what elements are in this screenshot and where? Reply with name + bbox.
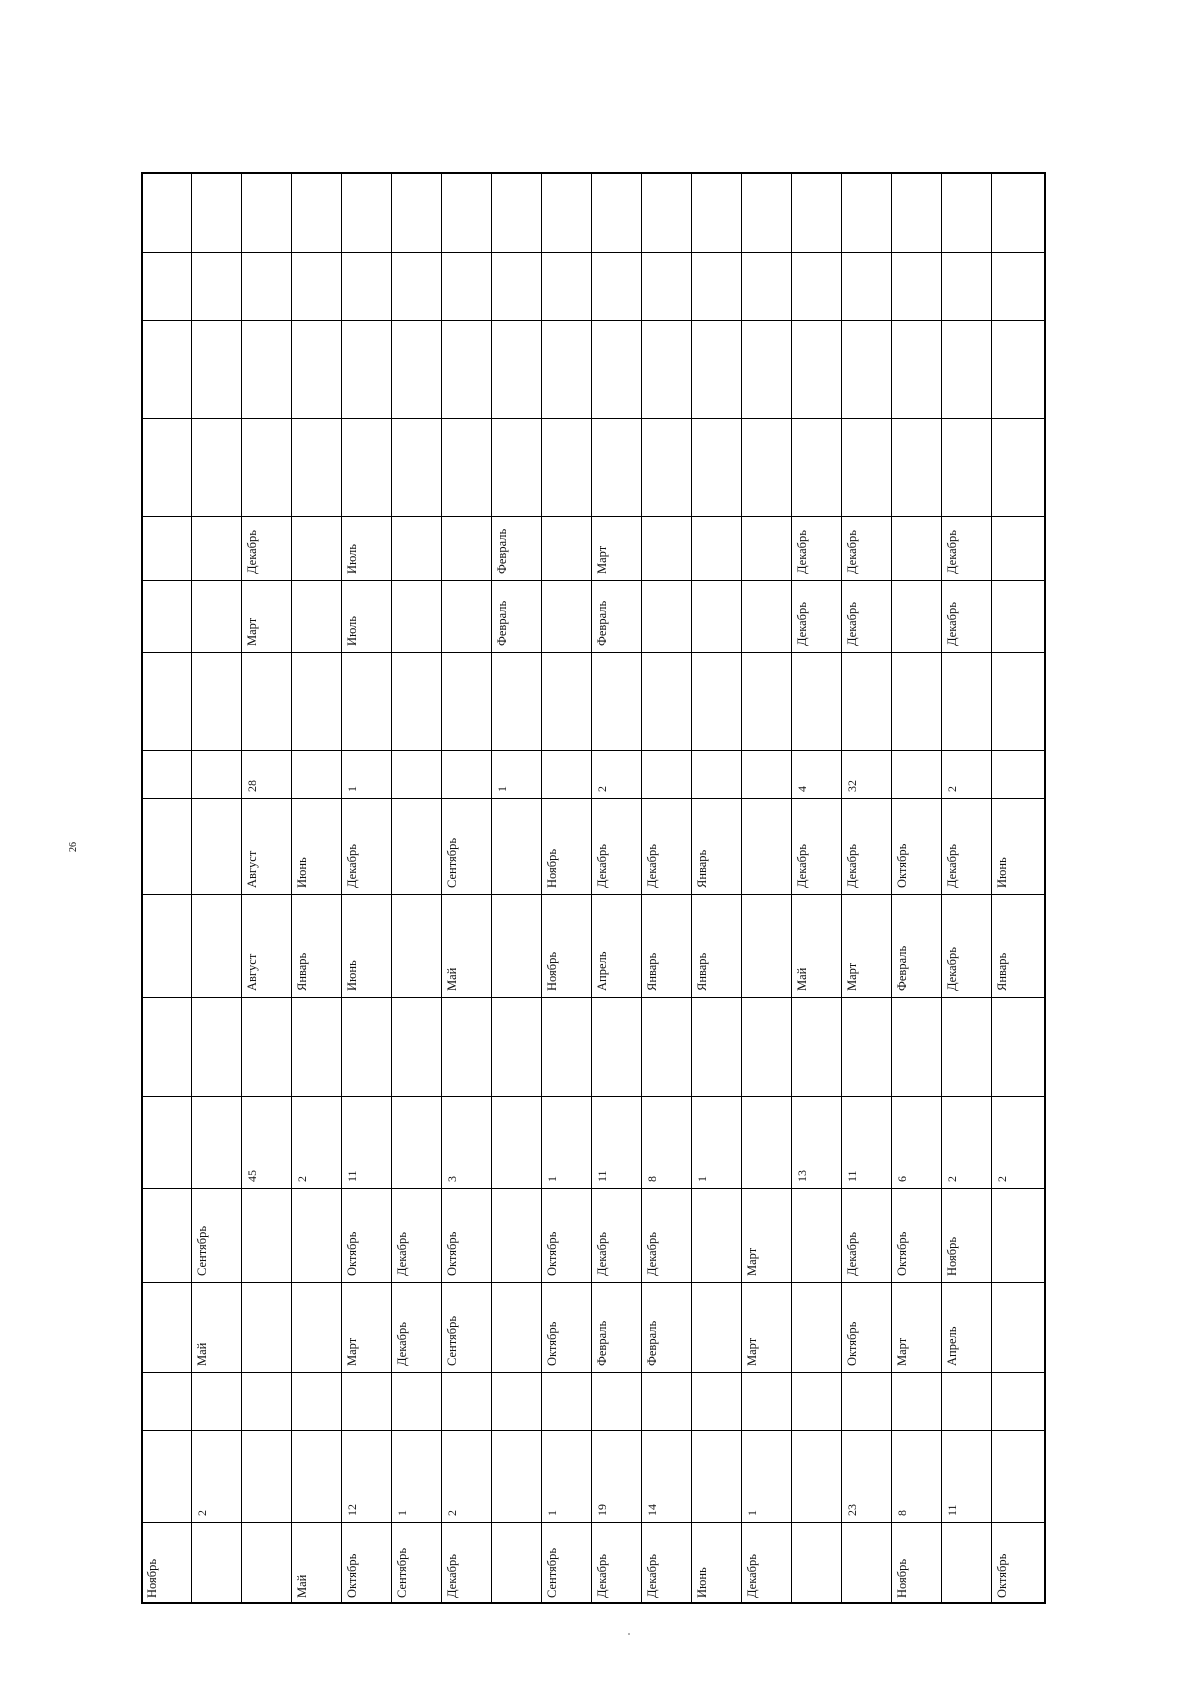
table-cell: 1 bbox=[495, 786, 509, 792]
table-cell: Ноябрь bbox=[545, 951, 559, 991]
row-divider bbox=[491, 172, 492, 1604]
column-divider bbox=[141, 894, 1046, 895]
table-cell: Февраль bbox=[595, 1320, 609, 1366]
table-cell: 8 bbox=[895, 1510, 909, 1516]
table-cell: Январь bbox=[995, 952, 1009, 991]
table-cell: Октябрь bbox=[895, 1231, 909, 1276]
table-cell: Декабрь bbox=[795, 530, 809, 574]
table-cell: 28 bbox=[245, 780, 259, 792]
table-cell: Декабрь bbox=[945, 530, 959, 574]
table-cell: Февраль bbox=[895, 945, 909, 991]
table-cell: Декабрь bbox=[945, 844, 959, 888]
table-cell: 3 bbox=[445, 1176, 459, 1182]
row-divider bbox=[441, 172, 442, 1604]
table-cell: 1 bbox=[545, 1176, 559, 1182]
table-cell: Декабрь bbox=[645, 1232, 659, 1276]
table-cell: Февраль bbox=[645, 1320, 659, 1366]
column-divider bbox=[141, 1522, 1046, 1523]
table-cell: 2 bbox=[195, 1510, 209, 1516]
table-cell: Декабрь bbox=[395, 1322, 409, 1366]
table-cell: Июль bbox=[345, 616, 359, 646]
table-cell: Февраль bbox=[595, 600, 609, 646]
table-cell: Декабрь bbox=[595, 844, 609, 888]
table-cell: Декабрь bbox=[645, 844, 659, 888]
column-divider bbox=[141, 652, 1046, 653]
table-cell: Февраль bbox=[495, 600, 509, 646]
table-cell: Октябрь bbox=[345, 1231, 359, 1276]
table-cell: Июнь bbox=[295, 857, 309, 888]
column-divider bbox=[141, 418, 1046, 419]
table-cell: Март bbox=[845, 962, 859, 991]
column-divider bbox=[141, 997, 1046, 998]
row-divider bbox=[691, 172, 692, 1604]
table-cell: Декабрь bbox=[845, 602, 859, 646]
table-cell: Ноябрь bbox=[545, 848, 559, 888]
scan-artifact-dot bbox=[628, 1633, 630, 1635]
table-cell: 2 bbox=[595, 786, 609, 792]
table-cell: Март bbox=[745, 1337, 759, 1366]
table-cell: Октябрь bbox=[345, 1553, 359, 1598]
table-cell: Декабрь bbox=[595, 1232, 609, 1276]
table-cell: Июнь bbox=[695, 1567, 709, 1598]
table-cell: 6 bbox=[895, 1176, 909, 1182]
table-cell: Январь bbox=[695, 849, 709, 888]
table-cell: Апрель bbox=[595, 951, 609, 991]
table-cell: 11 bbox=[595, 1170, 609, 1182]
column-divider bbox=[141, 1430, 1046, 1431]
table-cell: 1 bbox=[745, 1510, 759, 1516]
table-cell: Февраль bbox=[495, 528, 509, 574]
table-cell: 2 bbox=[945, 786, 959, 792]
table-cell: Ноябрь bbox=[145, 1558, 159, 1598]
row-divider bbox=[291, 172, 292, 1604]
table-cell: 11 bbox=[845, 1170, 859, 1182]
table-cell: Декабрь bbox=[595, 1554, 609, 1598]
table-cell: Июнь bbox=[345, 960, 359, 991]
table-cell: Декабрь bbox=[395, 1232, 409, 1276]
column-divider bbox=[141, 1282, 1046, 1283]
column-divider bbox=[141, 1096, 1046, 1097]
table-cell: Май bbox=[795, 967, 809, 991]
table-cell: 1 bbox=[545, 1510, 559, 1516]
table-cell: Март bbox=[245, 617, 259, 646]
table-cell: 8 bbox=[645, 1176, 659, 1182]
row-divider bbox=[191, 172, 192, 1604]
row-divider bbox=[241, 172, 242, 1604]
table-cell: 11 bbox=[345, 1170, 359, 1182]
table-cell: Декабрь bbox=[795, 602, 809, 646]
table-cell: Декабрь bbox=[445, 1554, 459, 1598]
table-cell: 1 bbox=[395, 1510, 409, 1516]
table-cell: Март bbox=[345, 1337, 359, 1366]
column-divider bbox=[141, 1372, 1046, 1373]
table-cell: 19 bbox=[595, 1504, 609, 1516]
table-cell: 2 bbox=[995, 1176, 1009, 1182]
table-cell: Январь bbox=[695, 952, 709, 991]
table-cell: 11 bbox=[945, 1504, 959, 1516]
table-cell: 45 bbox=[245, 1170, 259, 1182]
row-divider bbox=[941, 172, 942, 1604]
table-cell: Март bbox=[745, 1247, 759, 1276]
table-cell: Январь bbox=[295, 952, 309, 991]
row-divider bbox=[991, 172, 992, 1604]
table-cell: Ноябрь bbox=[895, 1558, 909, 1598]
table-cell: Август bbox=[245, 953, 259, 991]
column-divider bbox=[141, 798, 1046, 799]
table-cell: 13 bbox=[795, 1170, 809, 1182]
table-cell: Декабрь bbox=[745, 1554, 759, 1598]
table-cell: Сентябрь bbox=[545, 1547, 559, 1598]
table-cell: Март bbox=[895, 1337, 909, 1366]
table-cell: Апрель bbox=[945, 1326, 959, 1366]
table-cell: Декабрь bbox=[245, 530, 259, 574]
table-cell: Декабрь bbox=[795, 844, 809, 888]
table-cell: Декабрь bbox=[945, 602, 959, 646]
column-divider bbox=[141, 750, 1046, 751]
table-grid bbox=[141, 172, 1046, 1604]
table-cell: Октябрь bbox=[895, 843, 909, 888]
table-cell: Сентябрь bbox=[445, 1315, 459, 1366]
schedule-table bbox=[141, 172, 1046, 1604]
row-divider bbox=[541, 172, 542, 1604]
row-divider bbox=[741, 172, 742, 1604]
column-divider bbox=[141, 252, 1046, 253]
table-cell: Сентябрь bbox=[195, 1225, 209, 1276]
table-cell: Сентябрь bbox=[395, 1547, 409, 1598]
table-cell: 2 bbox=[295, 1176, 309, 1182]
table-cell: Май bbox=[295, 1574, 309, 1598]
table-cell: 1 bbox=[695, 1176, 709, 1182]
table-cell: Октябрь bbox=[845, 1321, 859, 1366]
table-cell: 1 bbox=[345, 786, 359, 792]
table-cell: Декабрь bbox=[945, 947, 959, 991]
row-divider bbox=[641, 172, 642, 1604]
table-cell: Январь bbox=[645, 952, 659, 991]
table-cell: Август bbox=[245, 850, 259, 888]
table-cell: Октябрь bbox=[995, 1553, 1009, 1598]
column-divider bbox=[141, 1188, 1046, 1189]
table-cell: Декабрь bbox=[645, 1554, 659, 1598]
table-cell: Май bbox=[445, 967, 459, 991]
table-cell: Май bbox=[195, 1342, 209, 1366]
row-divider bbox=[791, 172, 792, 1604]
table-cell: 2 bbox=[945, 1176, 959, 1182]
table-cell: Ноябрь bbox=[945, 1236, 959, 1276]
table-cell: Июль bbox=[345, 544, 359, 574]
row-divider bbox=[841, 172, 842, 1604]
table-cell: 2 bbox=[445, 1510, 459, 1516]
table-cell: Март bbox=[595, 545, 609, 574]
table-cell: Октябрь bbox=[545, 1321, 559, 1366]
table-cell: 14 bbox=[645, 1504, 659, 1516]
page-number: 26 bbox=[68, 842, 79, 852]
column-divider bbox=[141, 320, 1046, 321]
table-cell: 32 bbox=[845, 780, 859, 792]
table-cell: Декабрь bbox=[845, 530, 859, 574]
table-cell: 4 bbox=[795, 786, 809, 792]
table-cell: 12 bbox=[345, 1504, 359, 1516]
table-cell: Декабрь bbox=[345, 844, 359, 888]
row-divider bbox=[591, 172, 592, 1604]
table-cell: Октябрь bbox=[545, 1231, 559, 1276]
table-cell: Декабрь bbox=[845, 844, 859, 888]
column-divider bbox=[141, 516, 1046, 517]
table-cell: Декабрь bbox=[845, 1232, 859, 1276]
row-divider bbox=[391, 172, 392, 1604]
column-divider bbox=[141, 580, 1046, 581]
table-cell: 23 bbox=[845, 1504, 859, 1516]
table-cell: Сентябрь bbox=[445, 837, 459, 888]
row-divider bbox=[891, 172, 892, 1604]
table-cell: Октябрь bbox=[445, 1231, 459, 1276]
row-divider bbox=[341, 172, 342, 1604]
table-cell: Июнь bbox=[995, 857, 1009, 888]
